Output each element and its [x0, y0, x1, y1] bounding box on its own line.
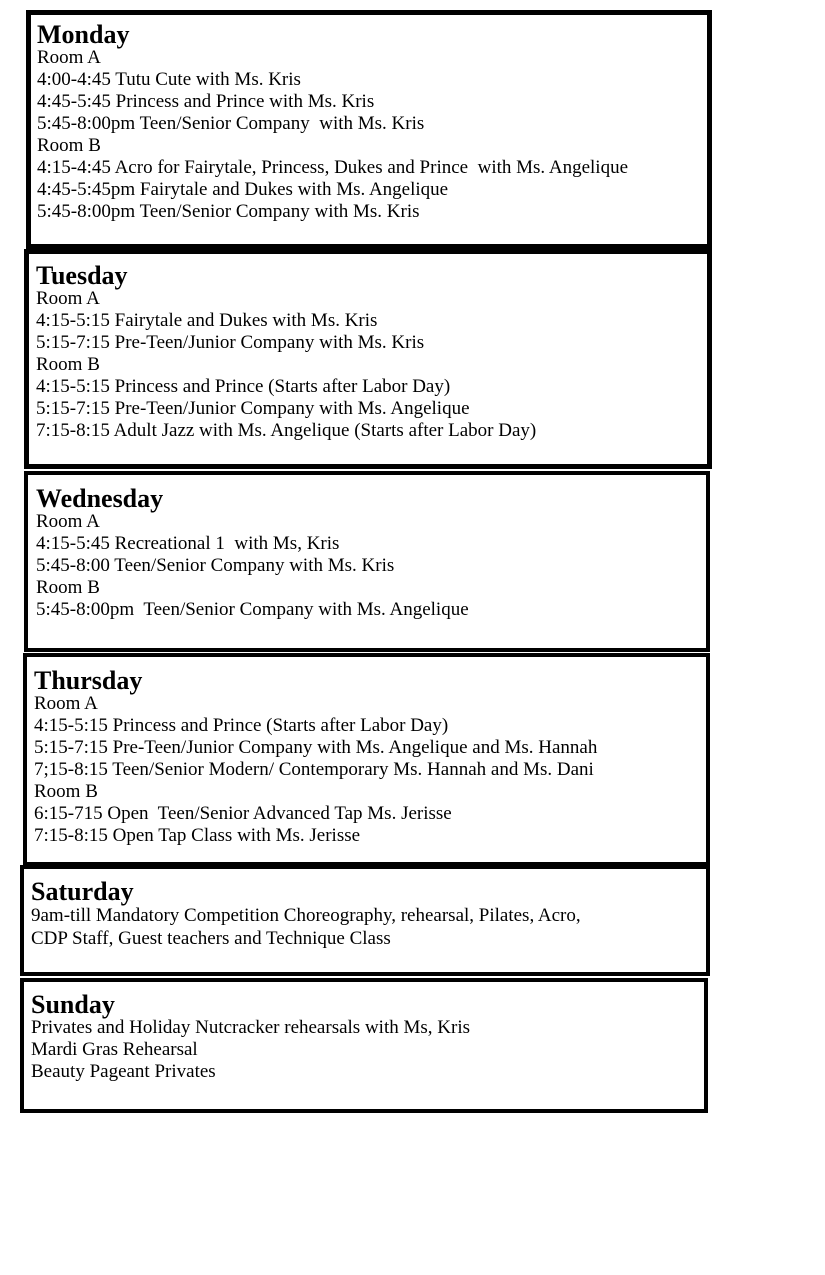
sunday-box [20, 978, 708, 1113]
schedule-line: Room A [36, 511, 100, 532]
schedule-line: 5:45-8:00pm Teen/Senior Company with Ms. Angelique [36, 599, 469, 620]
schedule-line: 4:15-5:45 Recreational 1 with Ms, Kris [36, 533, 340, 554]
schedule-line: 5:15-7:15 Pre-Teen/Junior Company with Ms. Kris [36, 332, 425, 353]
day-heading: Wednesday [36, 484, 164, 513]
schedule-line: Room B [36, 577, 100, 598]
monday-box [26, 10, 712, 249]
schedule-line: Beauty Pageant Privates [31, 1061, 216, 1082]
schedule-line: 4:15-5:15 Fairytale and Dukes with Ms. Kris [36, 310, 378, 331]
schedule-line: 5:45-8:00pm Teen/Senior Company with Ms. Kris [37, 113, 425, 134]
schedule-line: 5:15-7:15 Pre-Teen/Junior Company with Ms. Angelique and Ms. Hannah [34, 737, 598, 758]
schedule-line: Room B [36, 354, 100, 375]
schedule-line: Room A [36, 288, 100, 309]
day-heading: Sunday [31, 990, 115, 1019]
schedule-line: 7:15-8:15 Open Tap Class with Ms. Jerisse [34, 825, 361, 846]
schedule-line: 4:45-5:45pm Fairytale and Dukes with Ms. Angelique [37, 179, 449, 200]
day-heading: Monday [37, 20, 130, 49]
schedule-line: Room B [37, 135, 101, 156]
schedule-line: 5:45-8:00pm Teen/Senior Company with Ms. Kris [37, 201, 420, 222]
schedule-line: 5:45-8:00 Teen/Senior Company with Ms. Kris [36, 555, 395, 576]
schedule-line: 9am-till Mandatory Competition Choreography, rehearsal, Pilates, Acro, [31, 905, 581, 926]
schedule-line: 5:15-7:15 Pre-Teen/Junior Company with Ms. Angelique [36, 398, 470, 419]
saturday-box [20, 865, 710, 976]
day-heading: Tuesday [36, 261, 128, 290]
schedule-line: Room A [37, 47, 101, 68]
schedule-line: Room B [34, 781, 98, 802]
day-heading: Saturday [31, 877, 134, 906]
tuesday-box [24, 249, 712, 469]
schedule-line: Room A [34, 693, 98, 714]
schedule-line: 4:00-4:45 Tutu Cute with Ms. Kris [37, 69, 301, 90]
schedule-line: 7:15-8:15 Adult Jazz with Ms. Angelique (Starts after Labor Day) [36, 420, 537, 441]
schedule-line: 4:15-5:15 Princess and Prince (Starts after Labor Day) [34, 715, 449, 736]
schedule-line: 4:15-4:45 Acro for Fairytale, Princess, Dukes and Prince with Ms. Angelique [37, 157, 629, 178]
wednesday-box [24, 471, 710, 652]
schedule-line: 4:15-5:15 Princess and Prince (Starts after Labor Day) [36, 376, 451, 397]
schedule-line: CDP Staff, Guest teachers and Technique Class [31, 928, 391, 949]
day-heading: Thursday [34, 666, 143, 695]
thursday-box [23, 653, 710, 866]
schedule-line: Mardi Gras Rehearsal [31, 1039, 198, 1060]
schedule-line: 6:15-715 Open Teen/Senior Advanced Tap Ms. Jerisse [34, 803, 452, 824]
schedule-line: 7;15-8:15 Teen/Senior Modern/ Contemporary Ms. Hannah and Ms. Dani [34, 759, 594, 780]
schedule-line: Privates and Holiday Nutcracker rehearsals with Ms, Kris [31, 1017, 470, 1038]
schedule-line: 4:45-5:45 Princess and Prince with Ms. Kris [37, 91, 375, 112]
